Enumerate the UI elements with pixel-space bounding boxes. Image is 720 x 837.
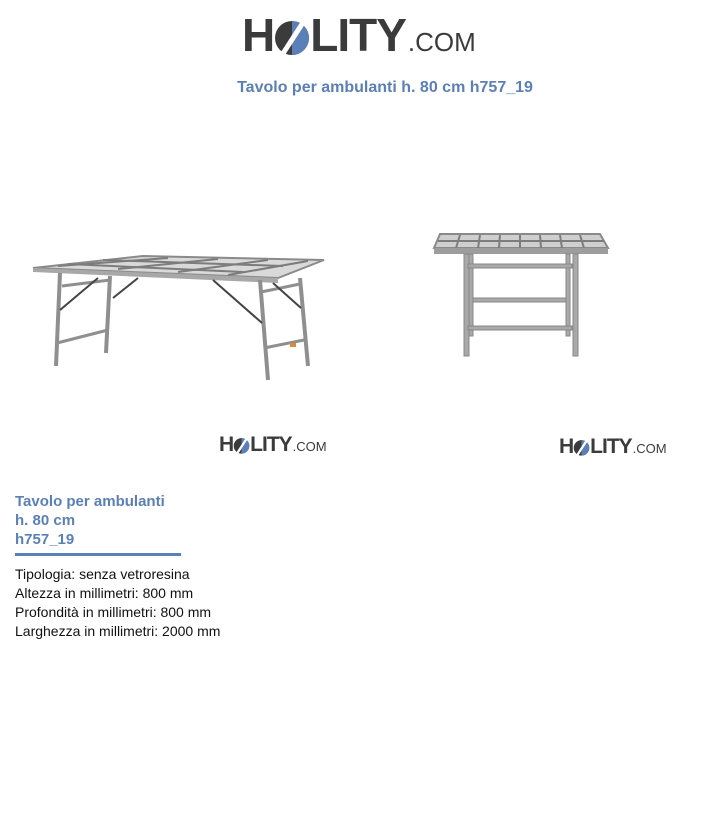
product-image-front bbox=[430, 228, 610, 363]
image-logo-1 bbox=[219, 434, 327, 455]
logo-o-icon bbox=[274, 12, 310, 58]
logo-text-com: .COM bbox=[632, 441, 667, 456]
product-heading bbox=[15, 492, 215, 549]
logo-text-h: H bbox=[219, 433, 234, 456]
spec-width: Larghezza in millimetri: 2000 mm bbox=[15, 623, 221, 639]
spec-height: Altezza in millimetri: 800 mm bbox=[15, 585, 194, 601]
page-title: Tavolo per ambulanti h. 80 cm h757_19 bbox=[237, 79, 533, 96]
logo-text-lity: LITY bbox=[310, 9, 406, 61]
spec-type: Tipologia: senza vetroresina bbox=[15, 566, 190, 582]
logo-text-lity: LITY bbox=[250, 433, 292, 456]
logo-o-icon bbox=[573, 436, 590, 457]
product-height: h. 80 cm bbox=[15, 512, 76, 529]
spec-depth: Profondità in millimetri: 800 mm bbox=[15, 604, 212, 620]
logo-text-h: H bbox=[242, 9, 275, 61]
product-code: h757_19 bbox=[15, 531, 75, 548]
logo-o-icon bbox=[233, 434, 250, 455]
logo-text-lity: LITY bbox=[590, 435, 632, 458]
logo-text-h: H bbox=[559, 435, 574, 458]
product-name: Tavolo per ambulanti bbox=[15, 493, 165, 510]
logo-text-com: .COM bbox=[292, 439, 327, 454]
logo-text-com: .COM bbox=[407, 27, 476, 57]
product-specs bbox=[15, 565, 220, 641]
heading-divider bbox=[15, 553, 181, 556]
holity-logo[interactable] bbox=[242, 9, 476, 61]
image-logo-2 bbox=[559, 436, 667, 457]
product-image-side bbox=[28, 248, 328, 388]
